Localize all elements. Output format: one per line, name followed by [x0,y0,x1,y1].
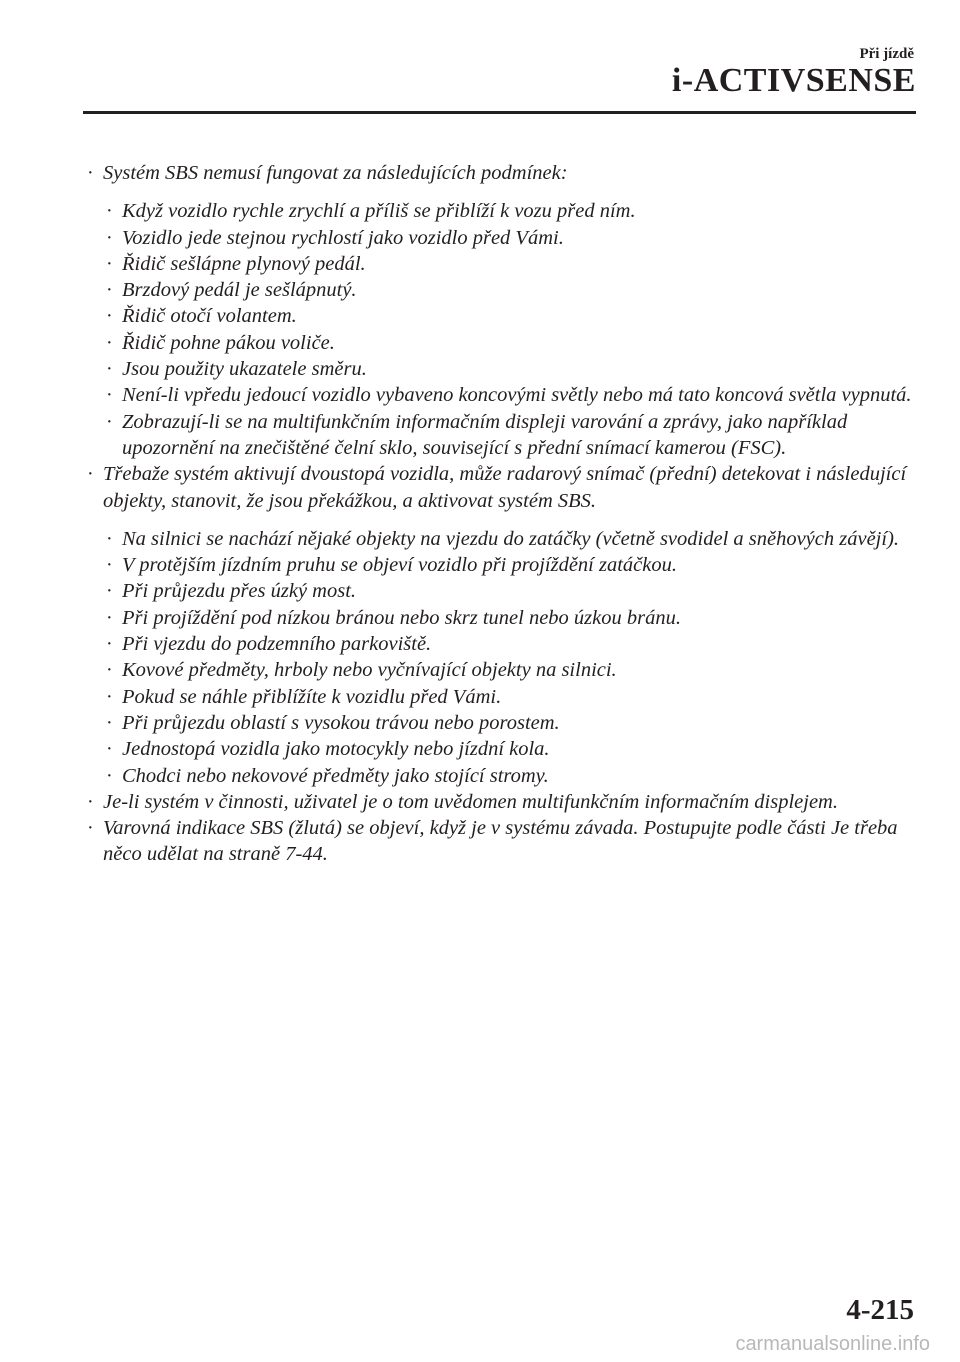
sub-list-item [103,631,914,657]
sub-list-item [103,552,914,578]
sub-list-item [103,225,914,251]
bullet-icon: · [106,305,113,328]
item-text: Při vjezdu do podzemního parkoviště. [122,633,432,656]
item-text: Není-li vpředu jedoucí vozidlo vybaveno koncovými světly nebo má tato koncová světla vypnutá. [122,384,912,407]
list-item [84,815,914,868]
item-text: Brzdový pedál je sešlápnutý. [122,279,357,302]
bullet-icon: · [106,279,113,302]
sub-list-item [103,684,914,710]
bullet-icon: · [106,200,113,223]
item-text: Systém SBS nemusí fungovat za následujících podmínek: [103,162,568,184]
bullet-icon: · [106,358,113,381]
item-text: Jsou použity ukazatele směru. [122,358,367,381]
sub-list-item [103,303,914,329]
item-text: Při průjezdu oblastí s vysokou trávou nebo porostem. [122,711,560,734]
watermark-text: carmanualsonline.info [735,1333,930,1355]
bullet-icon: · [106,738,113,761]
sub-list-item [103,409,914,462]
sub-list-item [103,605,914,631]
item-text: Řidič sešlápne plynový pedál. [122,252,366,275]
bullet-icon: · [106,659,113,682]
list-item [84,461,914,514]
item-text: Třebaže systém aktivují dvoustopá vozidla, může radarový snímač (přední) detekovat i následující objekty, stanovit, že jsou překážkou, a aktivovat systém SBS. [103,463,907,512]
bullet-icon: · [106,384,113,407]
item-text: Na silnici se nachází nějaké objekty na vjezdu do zatáčky (včetně svodidel a sněhových závějí). [122,527,900,550]
item-text: Pokud se náhle přiblížíte k vozidlu před Vámi. [122,685,502,708]
bullet-icon: · [106,554,113,577]
bullet-icon: · [106,226,113,249]
sub-list-item [103,736,914,762]
chapter-title: i-ACTIVSENSE [671,62,916,99]
item-text: Zobrazují-li se na multifunkčním informačním displeji varování a zprávy, jako například upozornění na znečištěné čelní sklo, související s přední snímací kamerou (FSC). [122,410,848,459]
bullet-icon: · [87,790,94,813]
item-text: Vozidlo jede stejnou rychlostí jako vozidlo před Vámi. [122,226,564,249]
item-text: Řidič pohne pákou voliče. [122,331,335,354]
header-divider [83,111,916,114]
list-item [84,789,914,815]
bullet-icon: · [106,606,113,629]
bullet-icon: · [87,817,94,840]
list-item [84,160,914,186]
item-text: Při průjezdu přes úzký most. [122,580,357,603]
bullet-icon: · [87,463,94,486]
item-text: Kovové předměty, hrboly nebo vyčnívající objekty na silnici. [122,659,617,682]
bullet-icon: · [106,252,113,275]
bullet-icon: · [87,162,94,184]
section-title: Při jízdě [859,46,914,62]
bullet-icon: · [106,527,113,550]
sub-list-item [103,382,914,408]
item-text: Řidič otočí volantem. [122,305,297,328]
sub-list-item [103,251,914,277]
item-text: Při projíždění pod nízkou bránou nebo skrz tunel nebo úzkou bránu. [122,606,681,629]
bullet-icon: · [106,331,113,354]
bullet-icon: · [106,685,113,708]
page-number: 4-215 [846,1294,914,1326]
sub-list-item [103,578,914,604]
main-content [84,160,914,868]
sub-list-item [103,277,914,303]
bullet-icon: · [106,580,113,603]
bullet-icon: · [106,633,113,656]
item-text: Chodci nebo nekovové předměty jako stojící stromy. [122,764,549,787]
sub-list-item [103,526,914,552]
bullet-icon: · [106,410,113,433]
bullet-icon: · [106,764,113,787]
sub-list-item [103,763,914,789]
item-text: Jednostopá vozidla jako motocykly nebo jízdní kola. [122,738,550,761]
item-text: Varovná indikace SBS (žlutá) se objeví, když je v systému závada. Postupujte podle části Je třeba něco udělat na straně 7-44. [103,817,898,866]
item-text: V protějším jízdním pruhu se objeví vozidlo při projíždění zatáčkou. [122,554,677,577]
sub-list-item [103,710,914,736]
sub-list-item [103,657,914,683]
sub-list-item [103,198,914,224]
sub-list-item [103,356,914,382]
item-text: Když vozidlo rychle zrychlí a příliš se přiblíží k vozu před ním. [122,200,636,223]
bullet-icon: · [106,711,113,734]
sub-list-item [103,330,914,356]
item-text: Je-li systém v činnosti, uživatel je o tom uvědomen multifunkčním informačním displejem. [103,790,838,813]
